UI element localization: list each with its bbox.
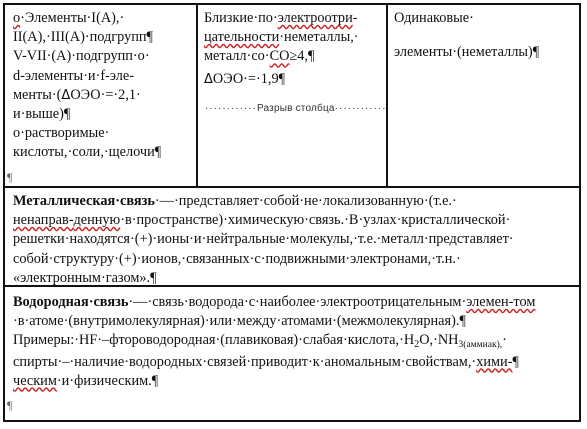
col-divider-2: [386, 3, 388, 188]
row-divider-1: [3, 186, 581, 188]
cell-ionic-elements: [13, 9, 193, 163]
metal-line-5: «электронным·газом».¶: [13, 269, 157, 286]
col3-line-2: элементы·(неметаллы)¶: [394, 44, 540, 61]
cell-polar-covalent: [204, 9, 386, 89]
metal-line-1: Металлическая·связь·—·представляет·собой·не·локализованную·(т.е.·: [13, 193, 457, 209]
hydrogen-line-4: спирты·–·наличие·водородных·связей·приводит·к·аномальным·свойствам,·хими-¶: [13, 353, 519, 370]
cell-nonpolar-covalent: [394, 9, 576, 62]
col3-line-1: Одинаковые·: [394, 10, 474, 26]
hydrogen-bond-title: Водородная·связь: [13, 294, 129, 310]
hydrogen-line-2: ·в·атоме·(внутримолекулярная)·или·между·атомами·(межмолекулярная).¶: [13, 313, 466, 330]
col2-line-3: металл·со·СО≥4,¶: [204, 48, 315, 65]
metal-line-4: собой·структуру·(+)·ионов,·связанных·с·подвижными·электронами,·т.н.·: [13, 250, 461, 267]
hydrogen-line-3: $Примеры:\cdot HF\cdot-фтороводородная\cdot(плавиковая)\cdot слабая\cdot кислота,\cdot H_2O,\cdot NH_{3(аммиак),}\cdot$: [13, 332, 507, 351]
delta-icon: Δ: [204, 71, 213, 87]
col1-line-1: о·Элементы·I(A),·: [13, 10, 125, 26]
column-break-marker: ············Разрыв столбца············: [205, 103, 387, 114]
col1-line-2: II(A),·III(A)·подгрупп¶: [13, 29, 154, 46]
metal-line-2: ненаправ-денную·в·пространстве)·химическую·связь.·В·узлах·кристаллической·: [13, 212, 511, 229]
metal-line-3: решетки·находятся·(+)·ионы·и·нейтральные·молекулы,·т.е.·металл·представляет·: [13, 231, 514, 248]
col1-end-mark: ¶: [7, 170, 13, 184]
hydrogen-line-1: Водородная·связь·—·связь·водорода·с·наиболее·электроотрицательным·элемен-том: [13, 294, 536, 310]
col2-line-1: Близкие·по·электроотри-: [204, 10, 358, 26]
table-end-mark: ¶: [7, 398, 13, 412]
hydrogen-line-5: ческим·и·физическим.¶: [13, 372, 159, 389]
col1-line-7: о·растворимые·: [13, 125, 110, 142]
cell-hydrogen-bond: [13, 293, 579, 391]
col1-line-3: V-VII·(A)·подгрупп·о·: [13, 48, 150, 65]
col2-line-4: ΔОЭО·=·1,9¶: [204, 70, 286, 87]
col1-line-5: менты·(ΔОЭО·=·2,1·: [13, 86, 141, 103]
col1-line-8: кислоты,·соли,·щелочи¶: [13, 144, 162, 161]
metallic-bond-title: Металлическая·связь: [13, 193, 155, 209]
cell-metallic-bond: [13, 192, 579, 288]
col2-line-2: цательности·неметаллы,·: [204, 29, 359, 46]
delta-icon: Δ: [61, 87, 71, 103]
col-divider-1: [196, 3, 198, 188]
col1-line-6: и·выше)¶: [13, 106, 71, 123]
col1-line-4: d-элементы·и·f-эле-: [13, 67, 134, 84]
